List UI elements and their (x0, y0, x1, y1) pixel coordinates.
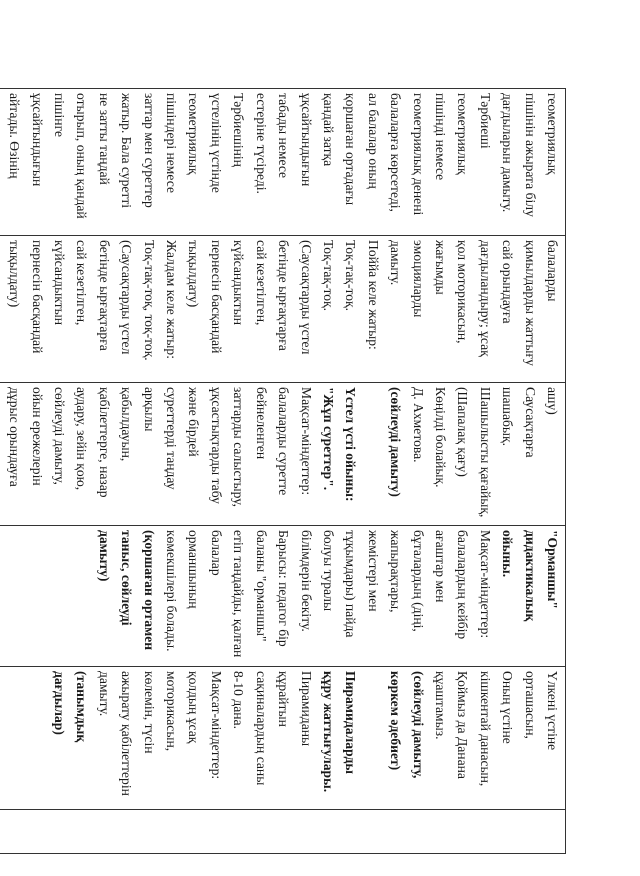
text-line: (Шапалақ қағу) (455, 387, 471, 477)
text-line: жапырақтары, (388, 530, 404, 613)
text-line: не затты таңдай (96, 93, 112, 185)
text-line: Шашылысты қағайық, (477, 387, 493, 518)
text-line: Пирамиданы (298, 671, 314, 747)
text-line: Тәрбиеші (477, 93, 493, 149)
text-line: Пирамидаларды (343, 671, 359, 774)
text-line: білімдерін бекіту. (298, 530, 314, 632)
text-line: Мақсат-міндеттер: (208, 671, 224, 780)
text-line: Үстел үсті ойыны: (343, 387, 359, 502)
text-line: қабілеттерге, назар (96, 387, 112, 498)
text-line: ойын ережелерін (29, 387, 45, 486)
text-line: балаларды суретте (276, 387, 292, 496)
text-line: қабылдауын, (119, 387, 135, 462)
text-line: геометриялық денені (410, 93, 426, 216)
text-line: бұталардың (діңі, (410, 530, 426, 632)
text-line: пернесін басқандай (29, 240, 45, 354)
text-line: (Саусақтарды үстел (298, 240, 314, 355)
text-line: Қоймыз да Данана (455, 671, 471, 779)
text-line: құрайтын (276, 671, 292, 727)
text-line: дағдыларын дамыту. (500, 93, 516, 213)
text-line: Барысы: педагог бір (276, 530, 292, 647)
text-line: көлемін, түсін (141, 671, 157, 754)
text-line: Мақсат-міндеттер: (298, 387, 314, 496)
text-line: жағымды (432, 240, 448, 295)
text-line: дидактикалық (522, 530, 538, 622)
text-line: пішінге (52, 93, 68, 138)
text-line (361, 387, 383, 521)
text-line: дұрыс орындауға (7, 387, 23, 487)
text-line: Тәрбиешінің (231, 93, 247, 167)
text-line (361, 671, 383, 805)
text-line: дамыту) (96, 530, 112, 582)
text-line: Саусақтарға (522, 387, 538, 458)
text-line: 8-10 дана. (231, 671, 247, 729)
text-line: Поййа келе жатыр: (365, 240, 381, 350)
text-line: табады немесе (276, 93, 292, 179)
text-line: ұқсайтындығын (298, 93, 314, 187)
text-line: дамыту. (388, 240, 404, 286)
text-line: және бірдей (186, 387, 202, 457)
text-line: моторикасын, (164, 671, 180, 752)
text-line: қоршаған ортадағы (343, 93, 359, 206)
column-cell-1 (0, 89, 566, 236)
text-line: эмоцияларды (410, 240, 426, 318)
text-line: орташасын, (522, 671, 538, 739)
text-line: пішіндері немесе (164, 93, 180, 194)
text-line: бетінде ырғақтарға (276, 240, 292, 351)
text-line: қимылдарды жаттығу (522, 240, 538, 366)
column-cell-3 (0, 383, 566, 526)
text-line: Тоқ-тақ-тоқ. (343, 240, 359, 312)
text-line: болуы туралы (320, 530, 336, 612)
text-line: дағдыландыру; ұсақ (477, 240, 493, 357)
text-line: ойыны. (500, 530, 516, 578)
text-line: Үлкені үстіне (545, 671, 560, 751)
text-line: ал балалар оның (365, 93, 381, 189)
text-line: тықылдату) (7, 240, 23, 308)
text-line: балалар (208, 530, 224, 576)
text-line: заттар мен суреттер (141, 93, 157, 208)
text-line: таныс, сөйлеуді (119, 530, 135, 626)
text-line: сай кезетілген, (74, 240, 90, 326)
text-line: бетінде ырғақтарға (96, 240, 112, 351)
text-line: ұқсайтындығын (29, 93, 45, 187)
text-line: геометриялық (455, 93, 471, 175)
column-cell-5 (0, 667, 566, 810)
text-line: (сөйлеуді дамыту) (388, 387, 404, 497)
column-cell-2 (0, 236, 566, 383)
text-line: ажырату қабілеттерін (119, 671, 135, 796)
text-line: ашу) (545, 387, 560, 415)
text-line: балаларды (545, 240, 560, 302)
text-line: аудару, зейін қою, (74, 387, 90, 491)
text-line: көмекшілері болады. (164, 530, 180, 652)
text-line: пішінін ажырата білу (522, 93, 538, 217)
text-line: шашабық. (500, 387, 516, 447)
text-line: құаштамыз. (432, 671, 448, 740)
text-line: пернесін басқандай (208, 240, 224, 354)
text-line: Оның үстіне (500, 671, 516, 744)
text-line: Тоқ-тақ-тоқ, тоқ-тоқ. (141, 240, 157, 361)
text-line: құру жаттығулары. (320, 671, 336, 793)
text-line: айтады. Өзінің (7, 93, 23, 179)
text-line: арқылы (141, 387, 157, 432)
text-line: "Орманшы" (545, 530, 560, 609)
text-line: сай кезетілген, (253, 240, 269, 326)
text-line: көркем әдебиет) (388, 671, 404, 771)
column-cell-empty (0, 810, 566, 854)
text-line: орманшының (186, 530, 202, 609)
text-line: Д. Ахметова. (410, 387, 426, 463)
text-line: ағаштар мен (432, 530, 448, 603)
text-line: бейнеленген (253, 387, 269, 460)
text-line: тықылдату) (186, 240, 202, 308)
text-line (0, 240, 3, 378)
text-line: Мақсат-міндеттер: (477, 530, 493, 639)
rotated-page (7, 88, 566, 854)
text-line: сөйлеуді дамыту, (52, 387, 68, 485)
text-line: отырып, оның қандай (74, 93, 90, 219)
text-line: "Жұп суреттер". (320, 387, 336, 491)
text-line: (танымдық (74, 671, 90, 743)
text-line: Жалдам келе жатыр: (164, 240, 180, 359)
text-line: геометриялық (186, 93, 202, 175)
text-line: (Саусақтарды үстел (119, 240, 135, 355)
text-line: естеріне түсіреді. (253, 93, 269, 194)
text-line: сай орындауға (500, 240, 516, 324)
lesson-plan-table (0, 88, 566, 854)
text-line: (сөйлеуді дамыту, (410, 671, 426, 779)
text-line: дамыту. (96, 671, 112, 717)
text-line: етіп таңдайды, қалған (231, 530, 247, 658)
text-line: Көңілді болайық. (432, 387, 448, 488)
text-line: баланы "орманшы" (253, 530, 269, 642)
text-line: дағдылар) (52, 671, 68, 735)
text-line: сақиналардың саны (253, 671, 269, 786)
text-line: Тоқ-тақ-тоқ. (320, 240, 336, 312)
text-line: жатыр. Бала суретті (119, 93, 135, 209)
text-line: үстелінің үстінде (208, 93, 224, 193)
text-line: кішкентай данасын, (477, 671, 493, 787)
text-line: геометриялық (545, 93, 560, 175)
column-cell-4 (0, 526, 566, 667)
text-line: балаларға көрсетеді, (388, 93, 404, 212)
text-line: қол моторикасын, (455, 240, 471, 344)
text-line: күйсандыктын (52, 240, 68, 326)
text-line: суреттерді таңдау (164, 387, 180, 490)
text-line: қандай затқа (320, 93, 336, 167)
text-line: жемістері мен (365, 530, 381, 612)
text-line: заттарды салыстыру, (231, 387, 247, 508)
text-line: ұқсастықтарды табу (208, 387, 224, 504)
text-line: күйсандыктын (231, 240, 247, 326)
text-line: тұқымдары) пайда (343, 530, 359, 638)
text-line (0, 93, 3, 231)
text-line: пішінді немесе (432, 93, 448, 181)
text-line: балалардың кейбір (455, 530, 471, 640)
text-line: қолдың ұсақ (186, 671, 202, 744)
text-line: (қоршаған ортамен (141, 530, 157, 651)
